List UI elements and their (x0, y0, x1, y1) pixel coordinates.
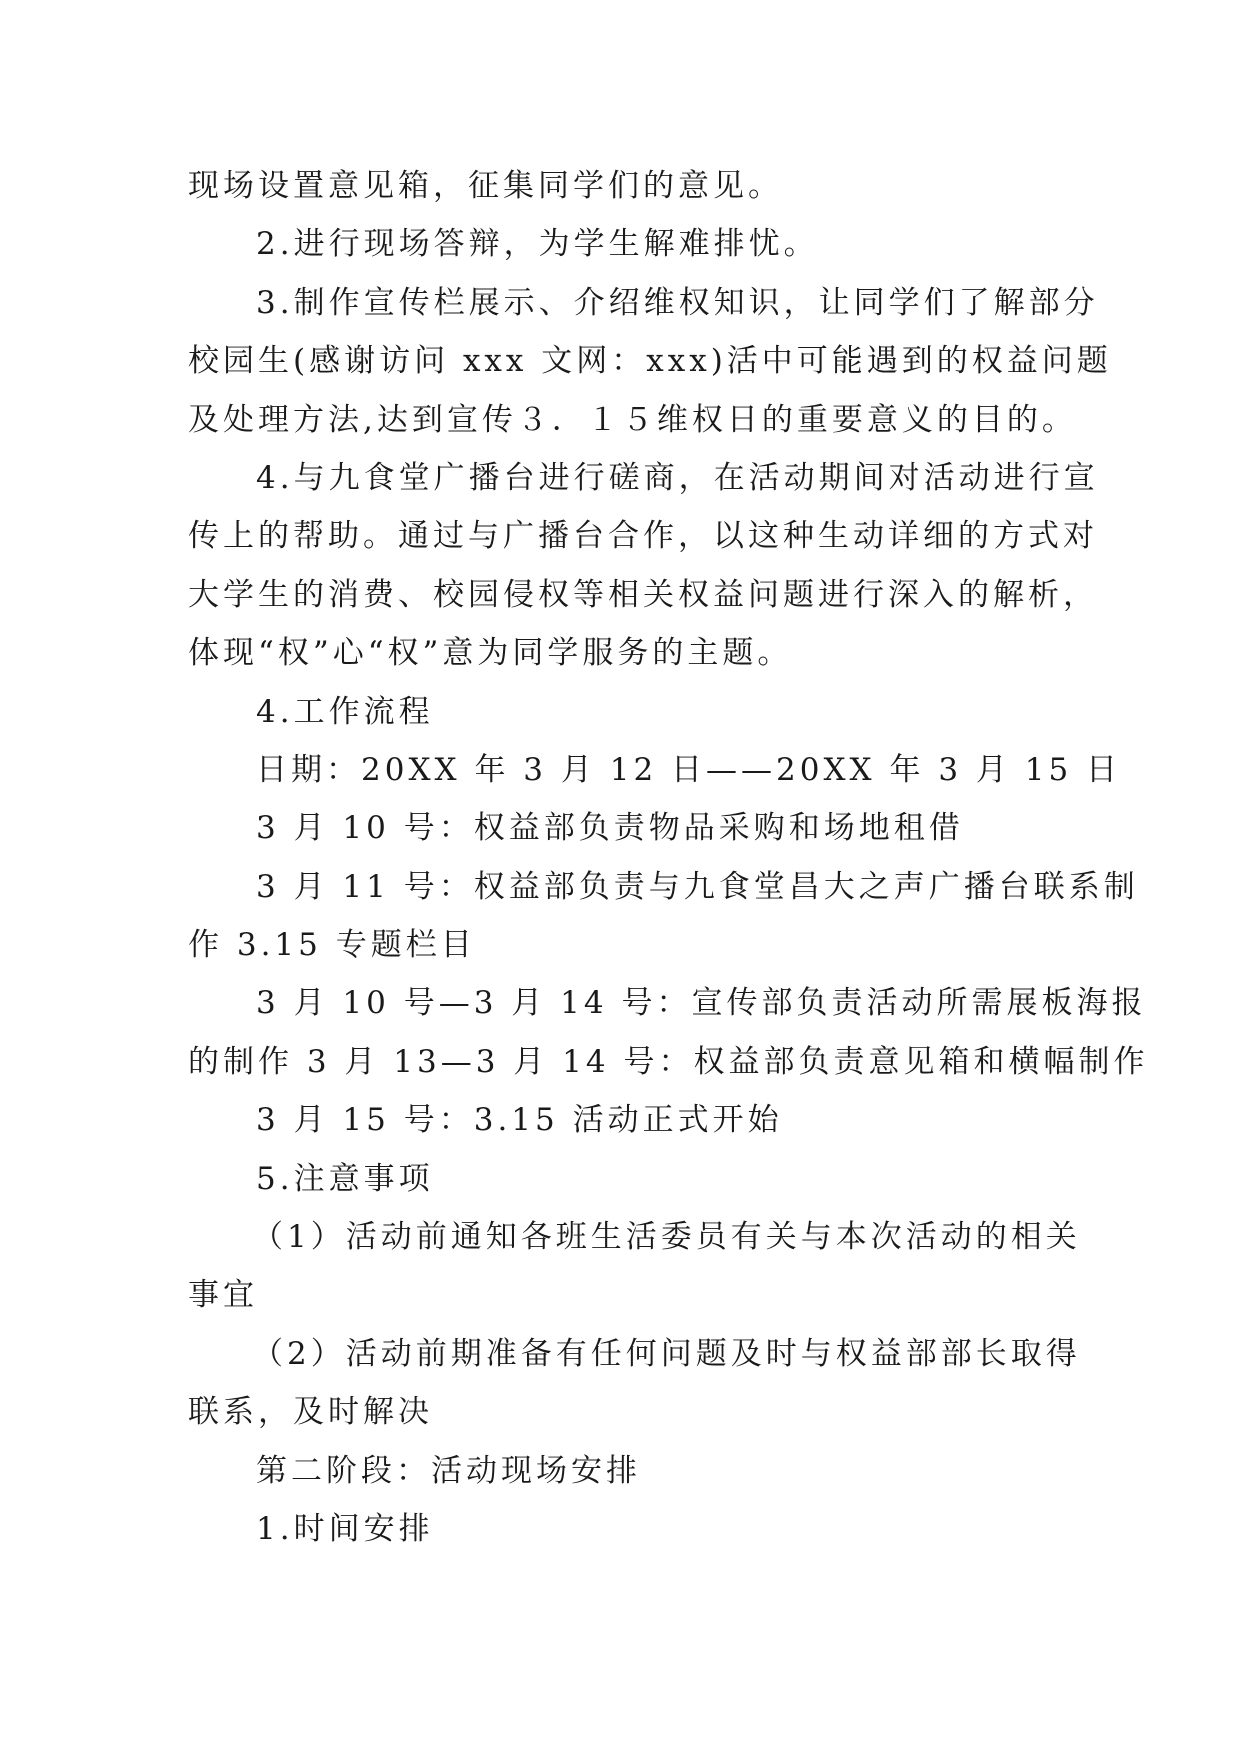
text-line-21: （2）活动前期准备有任何问题及时与权益部部长取得 (252, 1335, 1081, 1372)
text-line-5: 及处理方法,达到宣传３．１５维权日的重要意义的目的。 (188, 401, 1077, 438)
text-line-17: 3 月 15 号：3.15 活动正式开始 (256, 1102, 783, 1139)
text-line-15: 3 月 10 号—3 月 14 号：宣传部负责活动所需展板海报 (256, 985, 1147, 1022)
section-heading-stage-two: 第二阶段：活动现场安排 (256, 1452, 641, 1489)
text-line-3: 3.制作宣传栏展示、介绍维权知识，让同学们了解部分 (256, 284, 1099, 321)
text-line-19: （1）活动前通知各班生活委员有关与本次活动的相关 (252, 1219, 1081, 1256)
text-line-9: 体现“权”心“权”意为同学服务的主题。 (188, 635, 793, 672)
section-heading-schedule: 1.时间安排 (256, 1510, 434, 1547)
text-line-2: 2.进行现场答辩，为学生解难排忧。 (256, 226, 819, 263)
section-heading-workflow: 4.工作流程 (256, 693, 434, 730)
text-line-16: 的制作 3 月 13—3 月 14 号：权益部负责意见箱和横幅制作 (188, 1043, 1149, 1080)
text-line-8: 大学生的消费、校园侵权等相关权益问题进行深入的解析， (188, 576, 1098, 613)
text-line-14: 作 3.15 专题栏目 (188, 927, 476, 964)
text-line-13: 3 月 11 号：权益部负责与九食堂昌大之声广播台联系制 (256, 868, 1139, 905)
text-line-7: 传上的帮助。通过与广播台合作，以这种生动详细的方式对 (188, 518, 1098, 555)
text-line-22: 联系，及时解决 (188, 1394, 433, 1431)
document-body (188, 157, 1149, 1558)
section-heading-notes: 5.注意事项 (256, 1160, 434, 1197)
text-line-6: 4.与九食堂广播台进行磋商，在活动期间对活动进行宣 (256, 459, 1099, 496)
text-line-date: 日期：20XX 年 3 月 12 日——20XX 年 3 月 15 日 (256, 751, 1122, 788)
text-line-20: 事宜 (188, 1277, 258, 1314)
text-line-12: 3 月 10 号：权益部负责物品采购和场地租借 (256, 810, 964, 847)
text-line-1: 现场设置意见箱，征集同学们的意见。 (188, 168, 783, 204)
text-line-4: 校园生(感谢访问 xxx 文网：xxx)活中可能遇到的权益问题 (188, 343, 1112, 380)
